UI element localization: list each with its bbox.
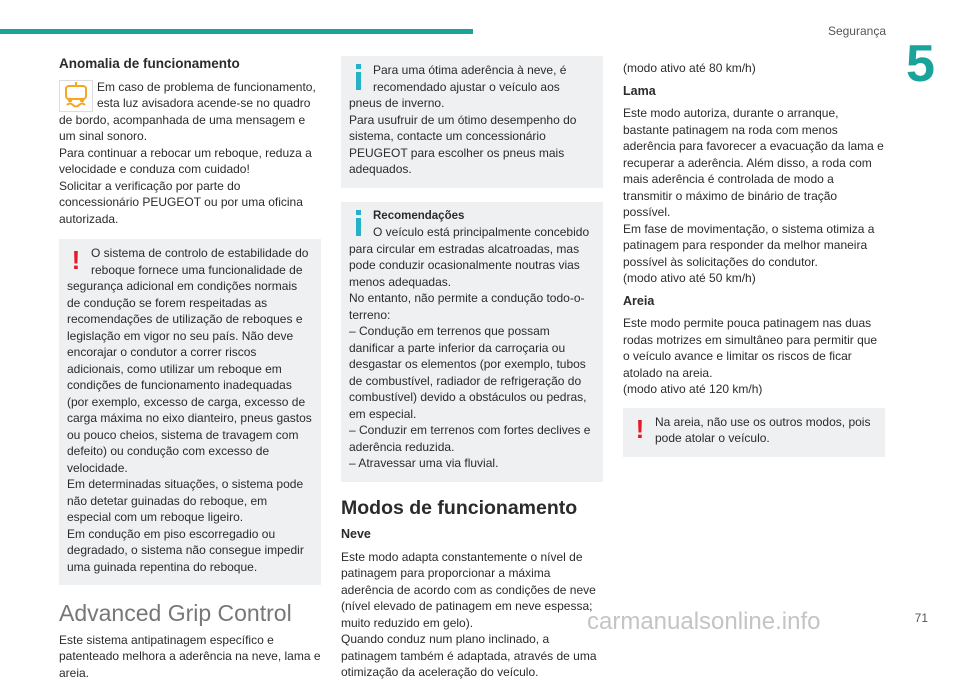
- column-2: [341, 56, 603, 681]
- section-title: Segurança: [828, 24, 886, 38]
- recommendations-item-2: – Conduzir em terrenos com fortes declives e aderência reduzida.: [349, 422, 595, 455]
- anomaly-block: [59, 79, 321, 228]
- info-tyres-text-1: Para uma ótima aderência à neve, é recomendado ajustar o veículo aos pneus de inverno.: [349, 62, 595, 112]
- warning-box-trailer: [59, 239, 321, 585]
- advanced-grip-text: Este sistema antipatinagem específico e patenteado melhora a aderência na neve, lama e areia.: [59, 632, 321, 681]
- column-3: [623, 60, 885, 457]
- watermark: carmanualsonline.info: [587, 608, 820, 636]
- exclamation-icon: !: [631, 414, 649, 446]
- recommendations-item-3: – Atravessar uma via fluvial.: [349, 455, 595, 472]
- column-1: [59, 56, 321, 681]
- info-icon: [349, 62, 367, 94]
- warning-text-3: Em condução em piso escorregadio ou degradado, o sistema não consegue impedir uma guinada repentina do reboque.: [67, 526, 313, 576]
- areia-text-1: Este modo permite pouca patinagem nas duas rodas motrizes em simultâneo para permitir que o veículo avance e limitar os riscos de ficar atolado na areia.: [623, 315, 885, 381]
- warning-box-sand: [623, 408, 885, 457]
- info-box-tyres: [341, 56, 603, 188]
- neve-active-range: (modo ativo até 80 km/h): [623, 60, 885, 77]
- lama-text-1: Este modo autoriza, durante o arranque, bastante patinagem na roda com menos aderência para favorecer a evacuação da lama e recuperar a aderência. Além disso, a roda com mais aderência é controlada de modo a transmitir o máximo de binário de tração possível.: [623, 105, 885, 221]
- anomaly-text-1: Em caso de problema de funcionamento, esta luz avisadora acende-se no quadro de bordo, acompanhada de uma mensagem e um sinal sonoro.: [59, 79, 321, 145]
- sand-warning-text: Na areia, não use os outros modos, pois pode atolar o veículo.: [631, 414, 877, 447]
- exclamation-icon: !: [67, 245, 85, 277]
- anomaly-text-3: Solicitar a verificação por parte do concessionário PEUGEOT ou por uma oficina autorizada.: [59, 178, 321, 228]
- recommendations-text-2: No entanto, não permite a condução todo-o-terreno:: [349, 290, 595, 323]
- info-tyres-text-2: Para usufruir de um ótimo desempenho do sistema, contacte um concessionário PEUGEOT para escolher os pneus mais adequados.: [349, 112, 595, 178]
- warning-text-2: Em determinadas situações, o sistema pode não detetar guinadas do reboque, em especial com um reboque ligeiro.: [67, 476, 313, 526]
- lama-heading: Lama: [623, 83, 885, 100]
- info-icon: [349, 208, 367, 240]
- warning-text-1: O sistema de controlo de estabilidade do reboque fornece uma funcionalidade de segurança adicional em condições normais de condução se forem respeitadas as recomendações de utilização de reboques e legislação em vigor no seu país. Não deve encorajar o condutor a correr riscos adicionais, como utilizar um reboque em condições de funcionamento inadequadas (por exemplo, excesso de carga, excesso de carga máxima no eixo dianteiro, pneus gastos ou pouco cheios, sistema de travagem com defeito) ou condução com excesso de velocidade.: [67, 245, 313, 476]
- neve-text-1: Este modo adapta constantemente o nível de patinagem para proporcionar a máxima aderência de acordo com as condições de neve (nível elevado de patinagem em neve espessa; muito reduzido em gelo).: [341, 549, 603, 632]
- areia-active-range: (modo ativo até 120 km/h): [623, 381, 885, 398]
- lama-active-range: (modo ativo até 50 km/h): [623, 270, 885, 287]
- lama-text-2: Em fase de movimentação, o sistema otimiza a patinagem para responder da melhor maneira possível às solicitações do condutor.: [623, 221, 885, 271]
- header-accent-bar: [0, 29, 473, 34]
- neve-text-2: Quando conduz num plano inclinado, a patinagem também é adaptada, através de uma otimização da aceleração do veículo.: [341, 631, 603, 681]
- anomaly-heading: Anomalia de funcionamento: [59, 56, 321, 73]
- neve-heading: Neve: [341, 526, 603, 543]
- recommendations-title: Recomendações: [349, 208, 595, 225]
- info-box-recommendations: [341, 202, 603, 482]
- anomaly-text-2: Para continuar a rebocar um reboque, reduza a velocidade e conduza com cuidado!: [59, 145, 321, 178]
- areia-heading: Areia: [623, 293, 885, 310]
- trailer-sway-warning-icon: [59, 80, 93, 112]
- chapter-number: 5: [906, 38, 935, 90]
- recommendations-item-1: – Condução em terrenos que possam danificar a parte inferior da carroçaria ou desgastar os elementos (por exemplo, tubos de combustível, radiador de refrigeração do combustível) devido a obstáculos ou pedras, em especial.: [349, 323, 595, 422]
- page-number: 71: [915, 611, 928, 625]
- recommendations-text-1: O veículo está principalmente concebido para circular em estradas alcatroadas, mas pode conduzir ocasionalmente noutras vias menos adequadas.: [349, 224, 595, 290]
- advanced-grip-title: Advanced Grip Control: [59, 605, 321, 622]
- modes-heading: Modos de funcionamento: [341, 500, 603, 517]
